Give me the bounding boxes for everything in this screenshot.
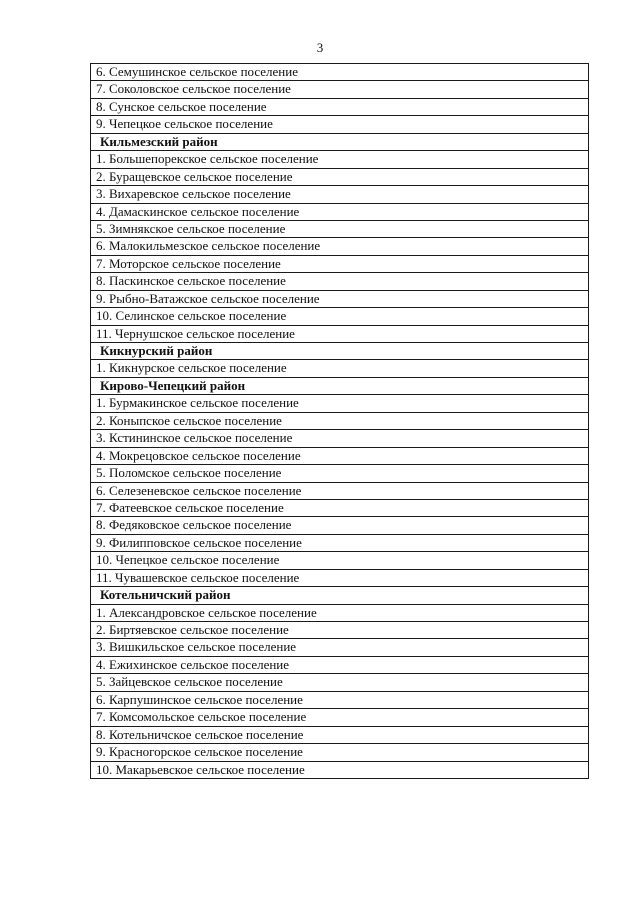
settlement-row: 6. Карпушинское сельское поселение [91, 692, 588, 709]
settlement-row: 2. Коныпское сельское поселение [91, 413, 588, 430]
settlement-row: 2. Буращевское сельское поселение [91, 169, 588, 186]
settlement-row: 2. Биртяевское сельское поселение [91, 622, 588, 639]
settlement-row: 5. Зайцевское сельское поселение [91, 674, 588, 691]
settlement-row: 8. Паскинское сельское поселение [91, 273, 588, 290]
settlement-row: 1. Большепорекское сельское поселение [91, 151, 588, 168]
settlement-row: 3. Вишкильское сельское поселение [91, 639, 588, 656]
settlement-row: 4. Ежихинское сельское поселение [91, 657, 588, 674]
settlement-row: 6. Малокильмезское сельское поселение [91, 238, 588, 255]
settlement-row: 7. Комсомольское сельское поселение [91, 709, 588, 726]
settlement-row: 4. Мокрецовское сельское поселение [91, 448, 588, 465]
settlement-row: 8. Сунское сельское поселение [91, 99, 588, 116]
settlement-row: 9. Красногорское сельское поселение [91, 744, 588, 761]
settlement-row: 8. Котельничское сельское поселение [91, 727, 588, 744]
district-heading: Кикнурский район [91, 343, 588, 360]
settlement-row: 1. Бурмакинское сельское поселение [91, 395, 588, 412]
settlement-row: 3. Вихаревское сельское поселение [91, 186, 588, 203]
settlement-row: 7. Моторское сельское поселение [91, 256, 588, 273]
settlement-row: 3. Кстининское сельское поселение [91, 430, 588, 447]
settlement-row: 4. Дамаскинское сельское поселение [91, 204, 588, 221]
settlement-row: 6. Селезеневское сельское поселение [91, 483, 588, 500]
settlement-row: 9. Рыбно-Ватажское сельское поселение [91, 291, 588, 308]
settlement-row: 1. Александровское сельское поселение [91, 605, 588, 622]
settlement-row: 11. Чернушское сельское поселение [91, 326, 588, 343]
settlement-row: 11. Чувашевское сельское поселение [91, 570, 588, 587]
settlement-row: 1. Кикнурское сельское поселение [91, 360, 588, 377]
settlement-row: 9. Филипповское сельское поселение [91, 535, 588, 552]
settlement-row: 7. Соколовское сельское поселение [91, 81, 588, 98]
settlement-row: 7. Фатеевское сельское поселение [91, 500, 588, 517]
settlement-row: 10. Селинское сельское поселение [91, 308, 588, 325]
settlement-row: 5. Поломское сельское поселение [91, 465, 588, 482]
settlement-row: 10. Макарьевское сельское поселение [91, 762, 588, 779]
district-heading: Кирово-Чепецкий район [91, 378, 588, 395]
district-heading: Кильмезский район [91, 134, 588, 151]
settlement-row: 10. Чепецкое сельское поселение [91, 552, 588, 569]
settlements-table [90, 63, 589, 779]
settlement-row: 8. Федяковское сельское поселение [91, 517, 588, 534]
district-heading: Котельничский район [91, 587, 588, 604]
settlement-row: 6. Семушинское сельское поселение [91, 64, 588, 81]
settlement-row: 5. Зимнякское сельское поселение [91, 221, 588, 238]
page-number: 3 [316, 40, 324, 55]
settlement-row: 9. Чепецкое сельское поселение [91, 116, 588, 133]
